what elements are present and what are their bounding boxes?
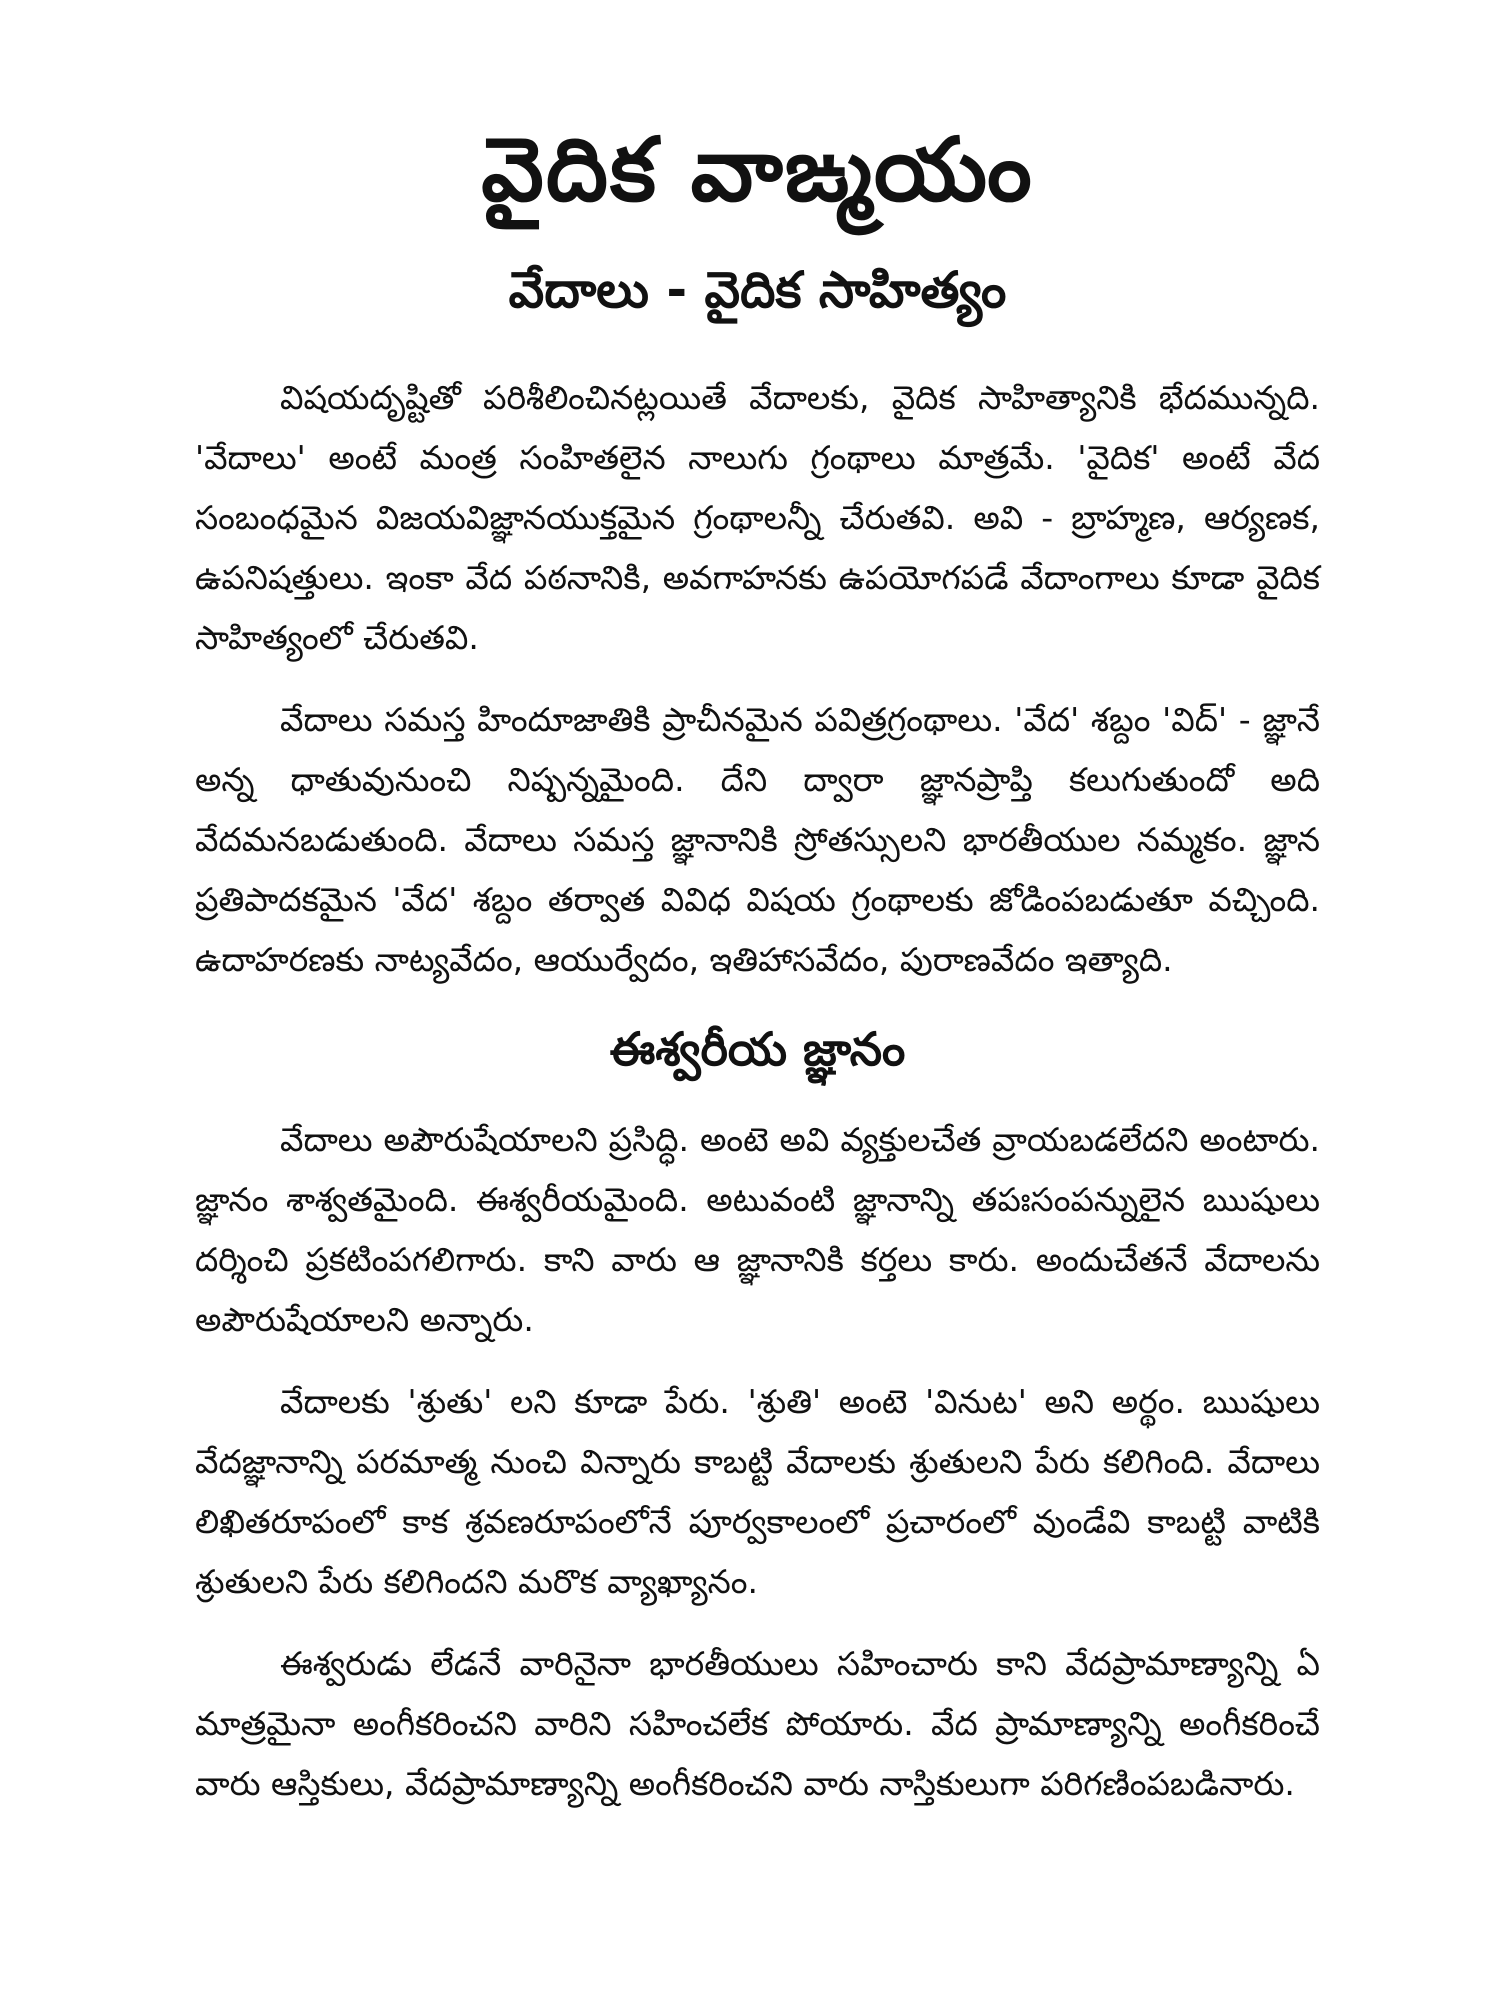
paragraph: ఈశ్వరుడు లేడనే వారినైనా భారతీయులు సహించారు కాని వేదప్రామాణ్యాన్ని ఏ మాత్రమైనా అంగీకరించని వారిని సహించలేక పోయారు. వేద ప్రామాణ్యాన్ని అంగీకరించే వారు ఆస్తికులు, వేదప్రామాణ్యాన్ని అంగీకరించని వారు నాస్తికులుగా పరిగణింపబడినారు.	[195, 1644, 1320, 1803]
section-heading: ఈశ్వరీయ జ్ఞానం	[609, 1022, 906, 1076]
document-page	[195, 110, 1320, 1836]
section-vedas-literature	[195, 368, 1320, 990]
page-subtitle: వేదాలు - వైదిక సాహిత్యం	[508, 261, 1007, 319]
paragraph: విషయదృష్టితో పరిశీలించినట్లయితే వేదాలకు, వైదిక సాహిత్యానికి భేదమున్నది. 'వేదాలు' అంటే మంత్ర సంహితలైన నాలుగు గ్రంథాలు మాత్రమే. 'వైదిక' అంటే వేద సంబంధమైన విజయవిజ్ఞానయుక్తమైన గ్రంథాలన్నీ చేరుతవి. అవి - బ్రాహ్మణ, ఆర్యణక, ఉపనిషత్తులు. ఇంకా వేద పఠనానికి, అవగాహనకు ఉపయోగపడే వేదాంగాలు కూడా వైదిక సాహిత్యంలో చేరుతవి.	[195, 378, 1320, 657]
paragraph: వేదాలు సమస్త హిందూజాతికి ప్రాచీనమైన పవిత్రగ్రంథాలు. 'వేద' శబ్దం 'విద్' - జ్ఞానే అన్న ధాతువునుంచి నిష్పన్నమైంది. దేని ద్వారా జ్ఞానప్రాప్తి కలుగుతుందో అది వేదమనబడుతుంది. వేదాలు సమస్త జ్ఞానానికి స్రోతస్సులని భారతీయుల నమ్మకం. జ్ఞాన ప్రతిపాదకమైన 'వేద' శబ్దం తర్వాత వివిధ విషయ గ్రంథాలకు జోడింపబడుతూ వచ్చింది. ఉదాహరణకు నాట్యవేదం, ఆయుర్వేదం, ఇతిహాసవేదం, పురాణవేదం ఇత్యాది.	[195, 700, 1320, 979]
section-divine-knowledge	[195, 1110, 1320, 1814]
paragraph: వేదాలు అపౌరుషేయాలని ప్రసిద్ధి. అంటె అవి వ్యక్తులచేత వ్రాయబడలేదని అంటారు. జ్ఞానం శాశ్వతమైంది. ఈశ్వరీయమైంది. అటువంటి జ్ఞానాన్ని తపఃసంపన్నులైన ఋషులు దర్శించి ప్రకటింపగలిగారు. కాని వారు ఆ జ్ఞానానికి కర్తలు కారు. అందుచేతనే వేదాలను అపౌరుషేయాలని అన్నారు.	[195, 1120, 1320, 1339]
paragraph: వేదాలకు 'శ్రుతు' లని కూడా పేరు. 'శ్రుతి' అంటె 'వినుట' అని అర్థం. ఋషులు వేదజ్ఞానాన్ని పరమాత్మ నుంచి విన్నారు కాబట్టి వేదాలకు శ్రుతులని పేరు కలిగింది. వేదాలు లిఖితరూపంలో కాక శ్రవణరూపంలోనే పూర్వకాలంలో ప్రచారంలో వుండేవి కాబట్టి వాటికి శ్రుతులని పేరు కలిగిందని మరొక వ్యాఖ్యానం.	[195, 1382, 1320, 1601]
page-title: వైదిక వాఙ్మయం	[481, 118, 1034, 221]
